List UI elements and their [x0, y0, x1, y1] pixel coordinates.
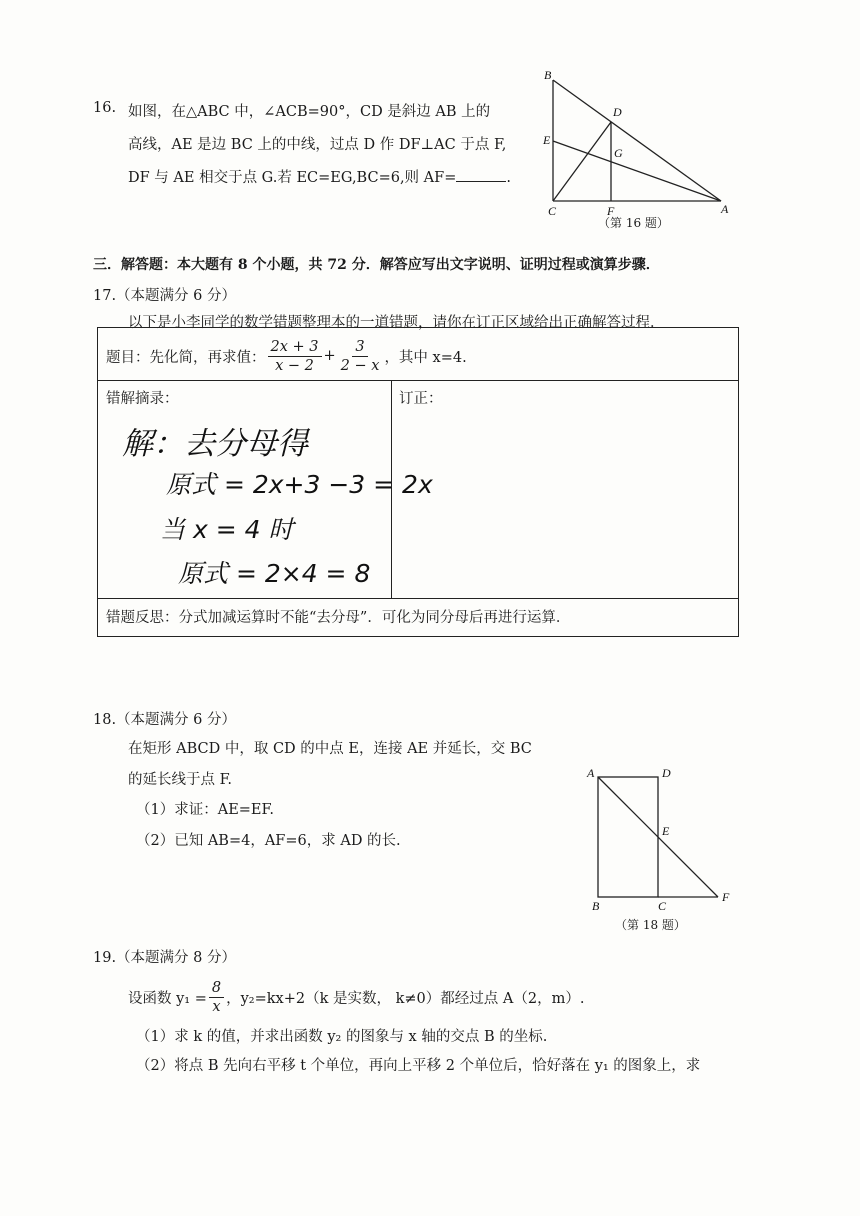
q16-line3-text: DF 与 AE 相交于点 G.若 EC=EG,BC=6,则 AF= — [128, 170, 457, 186]
q17-handwriting-line2: 原式 = 2x+3 −3 = 2x — [166, 470, 433, 499]
q16-line1: 如图，在△ABC 中，∠ACB=90°，CD 是斜边 AB 上的 — [128, 104, 491, 120]
q19-setup-suffix: ，y₂=kx+2（k 是实数， k≠0）都经过点 A（2，m）. — [226, 990, 585, 1007]
q17-header: 17.（本题满分 6 分） — [93, 288, 237, 304]
q19-part2: （2）将点 B 先向右平移 t 个单位，再向上平移 2 个单位后，恰好落在 y₁ 的图象上，求 — [136, 1058, 701, 1074]
fig16-side-ab — [553, 80, 721, 201]
q16-line3 — [128, 166, 511, 187]
q19-header: 19.（本题满分 8 分） — [93, 950, 237, 966]
fig18-label-c: C — [658, 899, 667, 913]
q19-frac-numerator: 8 — [209, 979, 224, 998]
q16-answer-blank[interactable] — [456, 169, 506, 182]
q17-correction-area[interactable] — [393, 408, 735, 596]
fig18-label-a: A — [587, 766, 595, 780]
q17-problem — [106, 334, 467, 378]
q16-line2: 高线，AE 是边 BC 上的中线，过点 D 作 DF⊥AC 于点 F, — [128, 137, 507, 153]
q17-handwriting-line4: 原式 = 2×4 = 8 — [178, 559, 371, 588]
fig16-label-d: D — [613, 105, 622, 119]
fig18-label-d: D — [662, 766, 671, 780]
q17-problem-prefix: 题目：先化简，再求值： — [106, 349, 266, 366]
q18-caption: （第 18 题） — [615, 918, 686, 932]
q16-caption: （第 16 题） — [598, 216, 669, 230]
q17-frac2-denominator: 2 − x — [340, 357, 380, 374]
fig16-label-e: E — [543, 133, 551, 147]
q19-setup-prefix: 设函数 y₁ = — [128, 990, 207, 1007]
q16-number: 16. — [93, 100, 117, 116]
q18-header: 18.（本题满分 6 分） — [93, 712, 237, 728]
fig16-altitude-cd — [553, 122, 611, 201]
q17-wrong-label: 错解摘录： — [106, 391, 179, 407]
q19-fraction — [209, 979, 224, 1016]
q17-reflection: 错题反思：分式加减运算时不能“去分母”．可化为同分母后再进行运算． — [106, 610, 571, 626]
figure-16 — [535, 66, 735, 236]
q18-line2: 的延长线于点 F. — [128, 772, 233, 788]
q17-row-divider-1 — [97, 380, 739, 381]
section3-title: 三．解答题：本大题有 8 个小题，共 72 分．解答应写出文字说明、证明过程或演算步骤． — [93, 257, 660, 273]
q18-line1: 在矩形 ABCD 中，取 CD 的中点 E，连接 AE 并延长，交 BC — [128, 741, 532, 757]
q18-part1: （1）求证：AE=EF. — [136, 802, 274, 818]
q17-frac2-numerator: 3 — [352, 338, 367, 357]
q17-handwriting-line3: 当 x = 4 时 — [160, 515, 294, 544]
q17-fraction-1 — [268, 338, 322, 375]
q17-row-divider-2 — [97, 598, 739, 599]
q17-correct-label: 订正： — [399, 391, 443, 407]
fig16-label-g: G — [614, 146, 623, 160]
q17-problem-suffix: ，其中 x=4. — [384, 349, 467, 366]
fig18-label-f: F — [722, 890, 730, 904]
q17-frac1-denominator: x − 2 — [275, 357, 314, 374]
q19-part1: （1）求 k 的值，并求出函数 y₂ 的图象与 x 轴的交点 B 的坐标. — [136, 1029, 548, 1045]
q17-frac1-numerator: 2x + 3 — [268, 338, 322, 357]
fig16-label-b: B — [544, 68, 552, 82]
q16-line3-end: . — [506, 170, 511, 186]
q17-intro: 以下是小李同学的数学错题整理本的一道错题，请你在订正区域给出正确解答过程． — [128, 315, 665, 331]
fig16-label-c: C — [548, 204, 557, 218]
q17-plus: + — [323, 348, 336, 364]
fig18-label-e: E — [662, 824, 670, 838]
fig16-label-a: A — [721, 202, 729, 216]
figure-18 — [582, 763, 742, 913]
q19-frac-denominator: x — [212, 998, 221, 1015]
fig16-label-f: F — [607, 204, 615, 218]
q17-handwriting-line1: 解：去分母得 — [122, 426, 308, 462]
fig18-label-b: B — [592, 899, 600, 913]
fig16-median-ae — [553, 141, 721, 201]
fig18-rectangle-abcd — [598, 777, 658, 897]
q18-part2: （2）已知 AB=4，AF=6，求 AD 的长. — [136, 833, 401, 849]
q17-fraction-2 — [338, 338, 383, 375]
q19-setup — [128, 975, 584, 1019]
